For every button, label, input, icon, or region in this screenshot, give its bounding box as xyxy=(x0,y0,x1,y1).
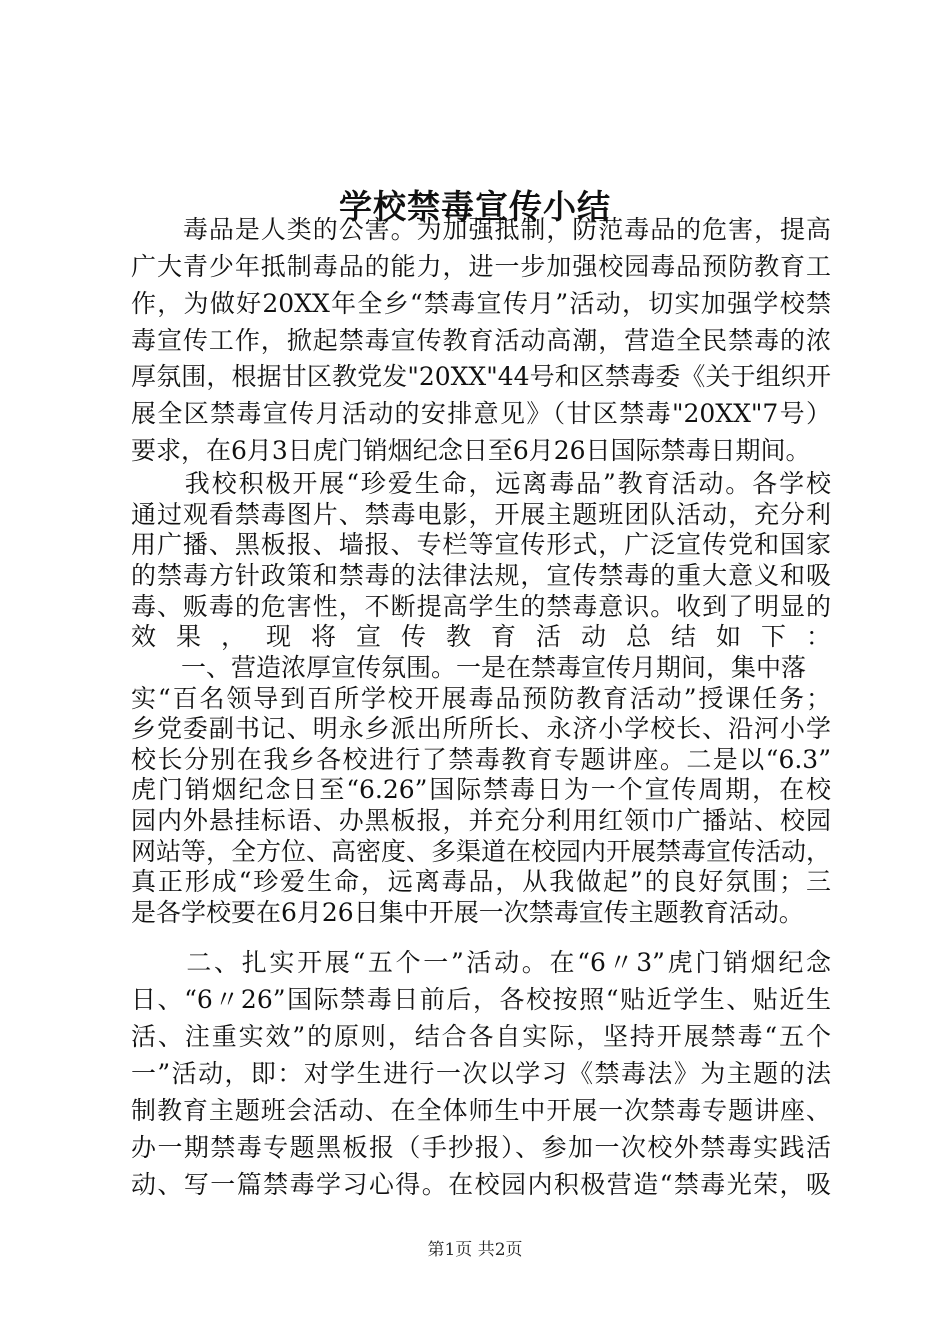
page-footer: 第1页 共2页 xyxy=(427,1240,523,1260)
paragraph-2-line: 用广播、黑板报、墙报、专栏等宣传形式，广泛宣传党和国家 xyxy=(131,530,831,559)
paragraph-1-line: 广大青少年抵制毒品的能力，进一步加强校园毒品预防教育工 xyxy=(131,252,831,281)
paragraph-2-line: 校长分别在我乡各校进行了禁毒教育专题讲座。二是以“6.3” xyxy=(131,745,831,774)
paragraph-2-line: 虎门销烟纪念日至“6.26”国际禁毒日为一个宣传周期，在校 xyxy=(131,775,831,804)
paragraph-1-line: 展全区禁毒宣传月活动的安排意见》（甘区禁毒"20XX"7号） xyxy=(131,399,831,428)
paragraph-2-line: 网站等，全方位、高密度、多渠道在校园内开展禁毒宣传活动， xyxy=(131,837,832,866)
paragraph-2-line: 一、营造浓厚宣传氛围。一是在禁毒宣传月期间，集中落 xyxy=(131,653,807,682)
paragraph-2-line: 我校积极开展“珍爱生命，远离毒品”教育活动。各学校 xyxy=(131,469,831,498)
paragraph-2-line: 实“百名领导到百所学校开展毒品预防教育活动”授课任务； xyxy=(131,684,831,713)
paragraph-2-line: 的禁毒方针政策和禁毒的法律法规，宣传禁毒的重大意义和吸 xyxy=(131,561,831,590)
paragraph-1-line: 要求，在6月3日虎门销烟纪念日至6月26日国际禁毒日期间。 xyxy=(131,436,811,465)
paragraph-3-line: 活、注重实效”的原则，结合各自实际，坚持开展禁毒“五个 xyxy=(131,1022,831,1051)
paragraph-3-line: 二、扎实开展“五个一”活动。在“6〃3”虎门销烟纪念 xyxy=(131,948,831,977)
paragraph-3-line: 动、写一篇禁毒学习心得。在校园内积极营造“禁毒光荣，吸 xyxy=(131,1170,831,1199)
paragraph-3-line: 日、“6〃26”国际禁毒日前后，各校按照“贴近学生、贴近生 xyxy=(131,985,831,1014)
paragraph-2-line: 真正形成“珍爱生命，远离毒品，从我做起”的良好氛围；三 xyxy=(131,867,831,896)
paragraph-2-line: 园内外悬挂标语、办黑板报，并充分利用红领巾广播站、校园 xyxy=(131,806,831,835)
paragraph-2-line: 是各学校要在6月26日集中开展一次禁毒宣传主题教育活动。 xyxy=(131,898,804,927)
paragraph-2-line: 通过观看禁毒图片、禁毒电影，开展主题班团队活动，充分利 xyxy=(131,500,831,529)
paragraph-1-line: 作，为做好20XX年全乡“禁毒宣传月”活动，切实加强学校禁 xyxy=(131,289,831,318)
paragraph-2-line: 乡党委副书记、明永乡派出所所长、永济小学校长、沿河小学 xyxy=(131,714,831,743)
paragraph-1-line: 毒宣传工作，掀起禁毒宣传教育活动高潮，营造全民禁毒的浓 xyxy=(131,326,831,355)
paragraph-3-line: 办一期禁毒专题黑板报（手抄报）、参加一次校外禁毒实践活 xyxy=(131,1133,831,1162)
paragraph-2-line: 效果，现将宣传教育活动总结如下： xyxy=(131,622,831,651)
paragraph-2-line: 毒、贩毒的危害性，不断提高学生的禁毒意识。收到了明显的 xyxy=(131,592,831,621)
paragraph-1-line: 厚氛围，根据甘区教党发"20XX"44号和区禁毒委《关于组织开 xyxy=(131,362,831,391)
paragraph-3-line: 制教育主题班会活动、在全体师生中开展一次禁毒专题讲座、 xyxy=(131,1096,831,1125)
document-title: 学校禁毒宣传小结 xyxy=(339,187,611,226)
paragraph-1-line: 毒品是人类的公害。为加强抵制，防范毒品的危害，提高 xyxy=(131,215,831,244)
paragraph-3-line: 一”活动，即：对学生进行一次以学习《禁毒法》为主题的法 xyxy=(131,1059,831,1088)
